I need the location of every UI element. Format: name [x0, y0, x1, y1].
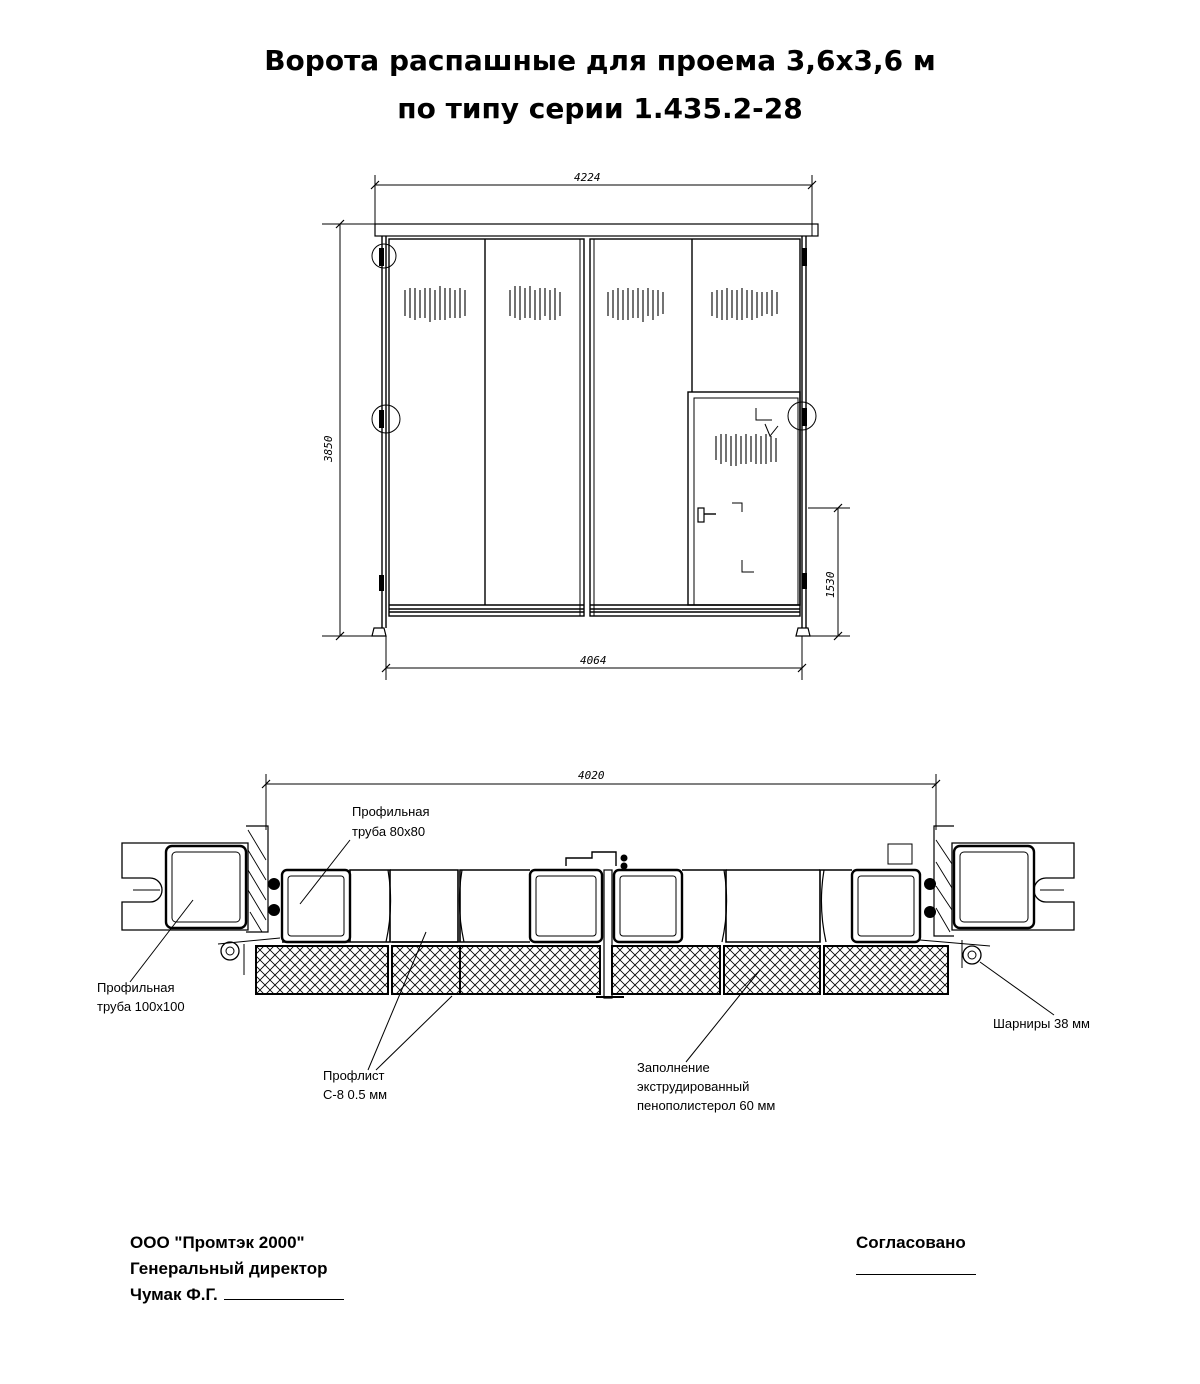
title-line-2: по типу серии 1.435.2-28 — [397, 92, 803, 125]
right-hinge-icon — [963, 946, 981, 964]
section-dim-top-text: 4020 — [578, 769, 605, 782]
left-wall-post — [122, 843, 248, 930]
insulation-filling — [256, 946, 948, 994]
left-hinge-icon — [221, 942, 239, 960]
elevation-header-beam — [375, 224, 818, 236]
director-name: Чумак Ф.Г. — [130, 1285, 218, 1304]
label-tube-80-line2: труба 80х80 — [352, 824, 426, 839]
label-filling-line3: пенополистерол 60 мм — [637, 1098, 776, 1113]
approved-label: Согласовано — [856, 1233, 966, 1252]
label-filling-line2: экструдированный — [637, 1079, 750, 1094]
elevation-view — [322, 175, 850, 680]
elevation-dim-bottom-text: 4064 — [580, 654, 607, 667]
left-post-tube-100 — [166, 846, 246, 928]
label-tube-80-line1: Профильная — [352, 804, 430, 819]
signature-block-left — [130, 1230, 344, 1308]
title-line-1: Ворота распашные для проема 3,6х3,6 м — [264, 44, 936, 77]
label-tube-100-line2: труба 100х100 — [97, 999, 185, 1014]
door-handle-icon — [698, 508, 704, 522]
section-view — [122, 774, 1074, 1070]
elevation-right-leaf — [590, 239, 800, 616]
right-wall-post — [952, 843, 1074, 930]
director-position: Генеральный директор — [130, 1259, 328, 1278]
director-signature-row — [130, 1282, 344, 1308]
label-profsheet-line1: Профлист — [323, 1068, 385, 1083]
elevation-wicket-door — [688, 392, 800, 605]
elevation-dim-top-text: 4224 — [574, 171, 601, 184]
signature-block-right — [856, 1230, 976, 1275]
approved-signature-line — [856, 1256, 976, 1275]
label-hinges: Шарниры 38 мм — [993, 1016, 1090, 1031]
company-name: ООО "Промтэк 2000" — [130, 1233, 305, 1252]
label-profsheet-line2: С-8 0.5 мм — [323, 1087, 388, 1102]
director-signature-line — [224, 1283, 344, 1300]
label-tube-100-line1: Профильная — [97, 980, 175, 995]
label-filling-line1: Заполнение — [637, 1060, 710, 1075]
corrugation-marks — [405, 286, 777, 466]
right-post-tube-100 — [954, 846, 1034, 928]
elevation-dim-left-text: 3850 — [322, 435, 335, 462]
profsheet-c8 — [282, 870, 852, 942]
elevation-dim-right-text: 1530 — [824, 571, 837, 598]
